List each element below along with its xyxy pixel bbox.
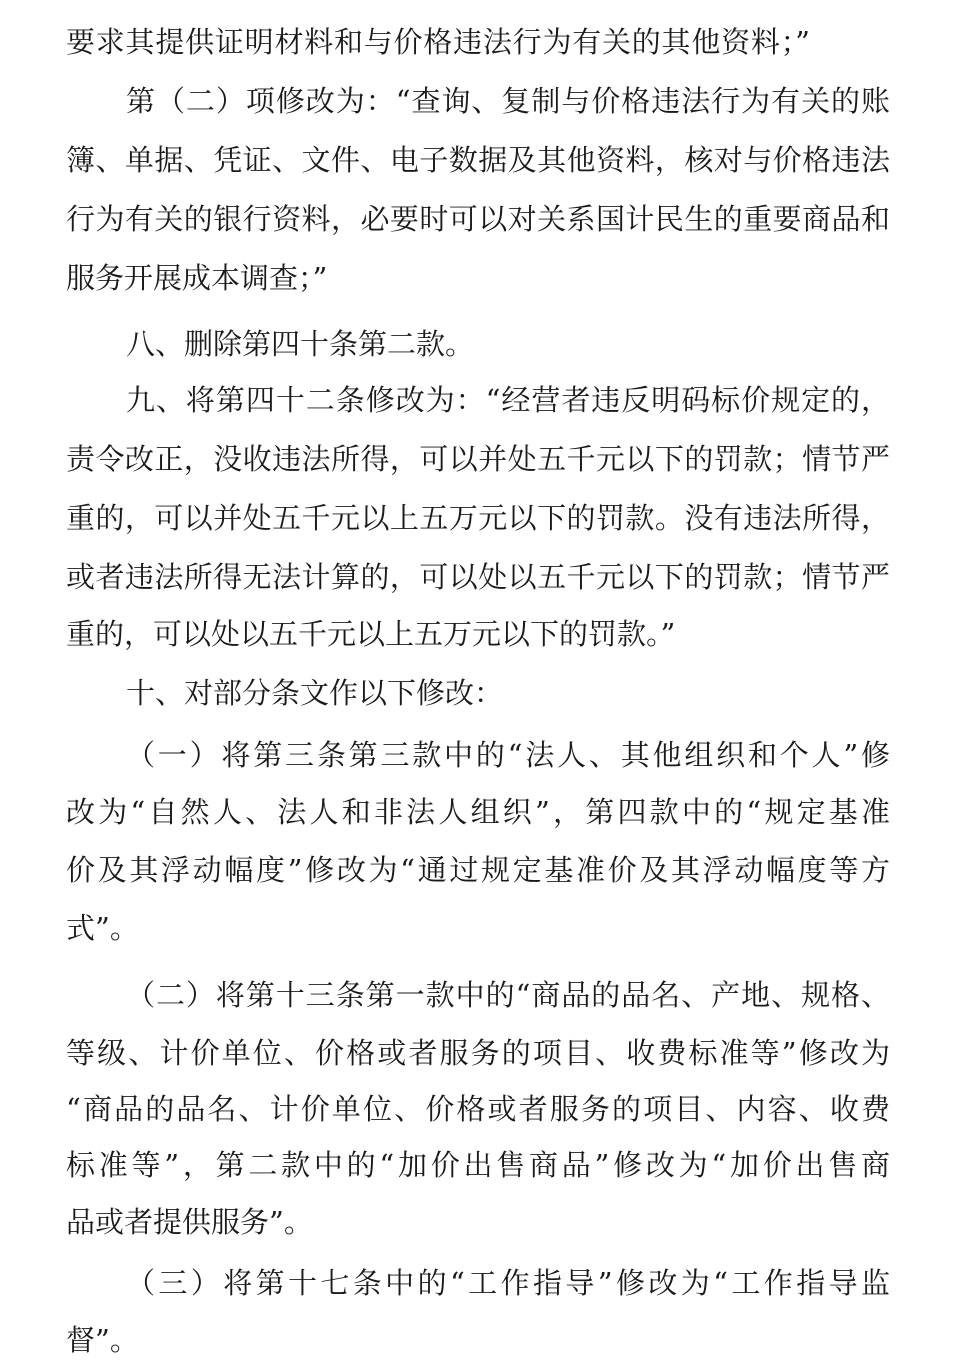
text-line-12: 十、对部分条文作以下修改： bbox=[126, 676, 504, 710]
text-line-19: “商品的品名、计价单位、价格或者服务的项目、内容、收费 bbox=[66, 1092, 890, 1126]
text-line-22: （三）将第十七条中的“工作指导”修改为“工作指导监 bbox=[126, 1266, 890, 1300]
text-line-3: 簿、单据、凭证、文件、电子数据及其他资料，核对与价格违法 bbox=[66, 143, 890, 177]
text-line-16: 式”。 bbox=[66, 911, 139, 945]
text-line-14: 改为“自然人、法人和非法人组织”，第四款中的“规定基准 bbox=[66, 795, 890, 829]
text-line-6: 八、删除第四十条第二款。 bbox=[126, 327, 475, 361]
text-line-15: 价及其浮动幅度”修改为“通过规定基准价及其浮动幅度等方 bbox=[66, 853, 890, 887]
text-line-9: 重的，可以并处五千元以上五万元以下的罚款。没有违法所得， bbox=[66, 501, 890, 535]
text-line-21: 品或者提供服务”。 bbox=[66, 1205, 313, 1239]
text-line-20: 标准等”，第二款中的“加价出售商品”修改为“加价出售商 bbox=[66, 1148, 890, 1182]
text-line-2: 第（二）项修改为：“查询、复制与价格违法行为有关的账 bbox=[126, 84, 890, 118]
text-line-8: 责令改正，没收违法所得，可以并处五千元以下的罚款；情节严 bbox=[66, 442, 890, 476]
text-line-1: 要求其提供证明材料和与价格违法行为有关的其他资料；” bbox=[66, 25, 810, 59]
text-line-13: （一）将第三条第三款中的“法人、其他组织和个人”修 bbox=[126, 738, 890, 772]
text-line-17: （二）将第十三条第一款中的“商品的品名、产地、规格、 bbox=[126, 978, 890, 1012]
text-line-4: 行为有关的银行资料，必要时可以对关系国计民生的重要商品和 bbox=[66, 202, 890, 236]
text-line-23: 督”。 bbox=[66, 1323, 139, 1357]
text-line-18: 等级、计价单位、价格或者服务的项目、收费标准等”修改为 bbox=[66, 1036, 890, 1070]
text-line-5: 服务开展成本调查；” bbox=[66, 261, 328, 295]
text-line-7: 九、将第四十二条修改为：“经营者违反明码标价规定的， bbox=[126, 383, 890, 417]
text-line-11: 重的，可以处以五千元以上五万元以下的罚款。” bbox=[66, 617, 676, 651]
text-line-10: 或者违法所得无法计算的，可以处以五千元以下的罚款；情节严 bbox=[66, 560, 890, 594]
